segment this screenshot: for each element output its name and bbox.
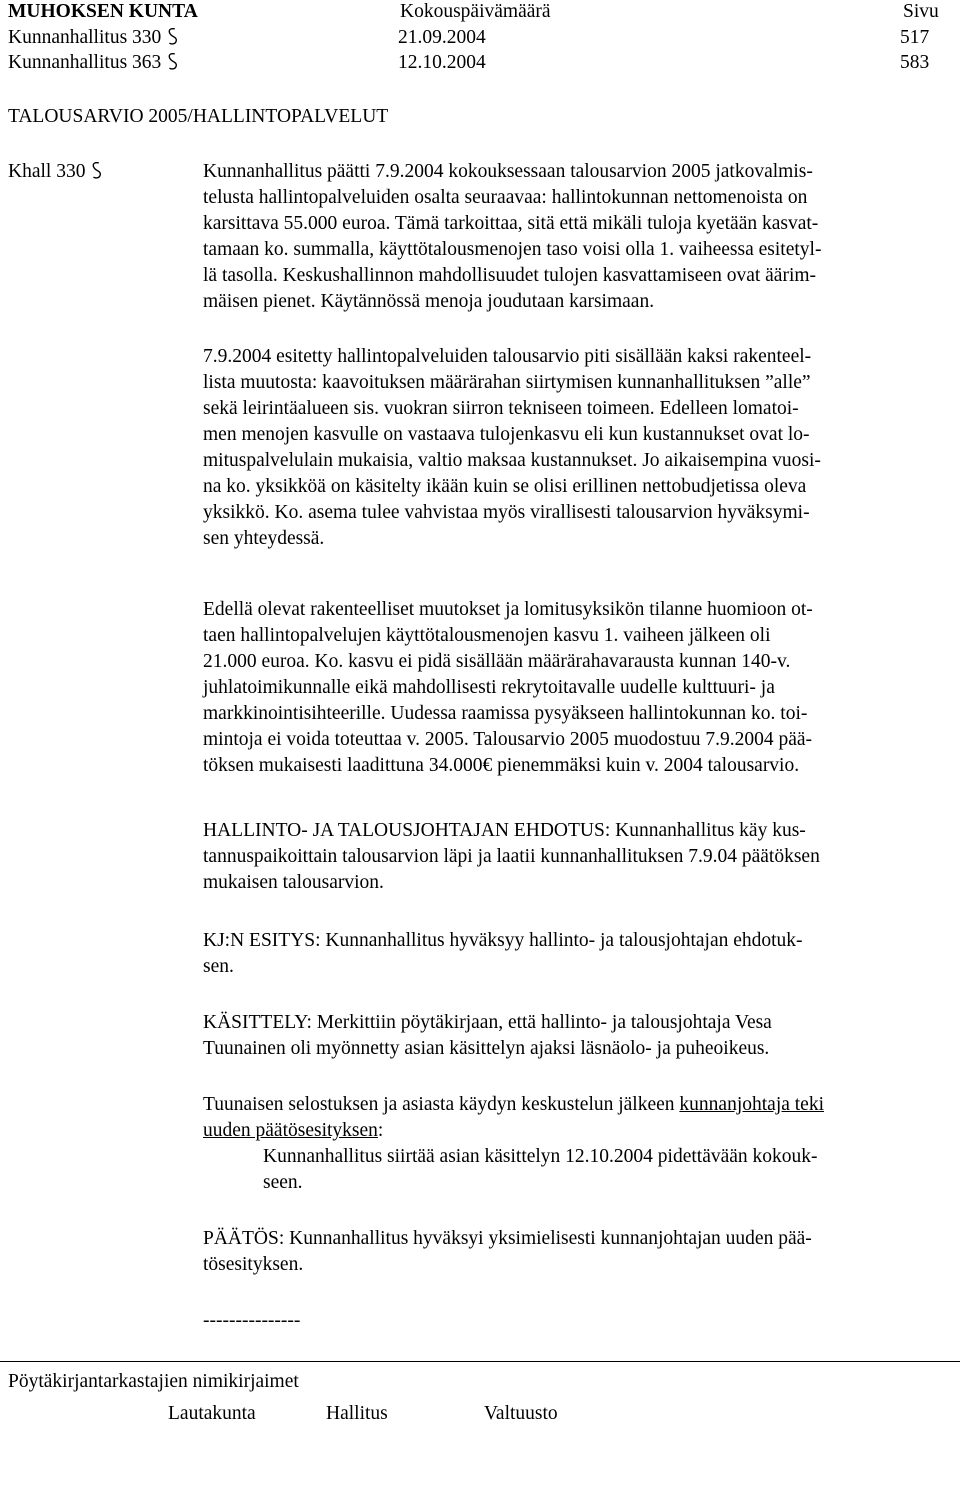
paragraph-line: men menojen kasvulle on vastaava tulojenkasvu eli kun kustannukset ovat lo- xyxy=(203,424,810,445)
reference-text: Khall 330 xyxy=(8,161,86,182)
section-sign-icon xyxy=(165,27,181,45)
paragraph-line: mintoja ei voida toteuttaa v. 2005. Talousarvio 2005 muodostuu 7.9.2004 pää- xyxy=(203,729,812,750)
paragraph-line: sekä leirintäalueen sis. vuokran siirron tekniseen toimeen. Edelleen lomatoi- xyxy=(203,398,799,419)
indented-line: Kunnanhallitus siirtää asian käsittelyn 12.10.2004 pidettävään kokouk- xyxy=(263,1146,818,1167)
paragraph-line: mäisen pienet. Käytännössä menoja joudutaan karsimaan. xyxy=(203,291,655,312)
paragraph-line xyxy=(203,1092,948,1118)
paragraph-line: Edellä olevat rakenteelliset muutokset ja lomitusyksikön tilanne huomioon ot- xyxy=(203,599,813,620)
paragraph-line: sen. xyxy=(203,956,234,977)
paragraph-3 xyxy=(203,597,948,779)
paragraph-line: taen hallintopalvelujen käyttötalousmenojen kasvu 1. vaiheen jälkeen oli xyxy=(203,625,771,646)
header-row-2-date: 12.10.2004 xyxy=(398,52,486,73)
paragraph-line: tannuspaikoittain talousarvion läpi ja laatii kunnanhallituksen 7.9.04 päätöksen xyxy=(203,846,820,867)
paragraph-line: KÄSITTELY: Merkittiin pöytäkirjaan, että hallinto- ja talousjohtaja Vesa xyxy=(203,1012,772,1033)
document-title: TALOUSARVIO 2005/HALLINTOPALVELUT xyxy=(8,106,389,127)
underlined-text: kunnanjohtaja teki xyxy=(679,1094,825,1115)
indented-line: seen. xyxy=(263,1172,303,1193)
colon-text: : xyxy=(377,1120,384,1141)
paragraph-5 xyxy=(203,928,948,980)
header-row-2-body xyxy=(8,51,181,75)
paragraph-8 xyxy=(203,1226,948,1278)
paragraph-line: mukaisen talousarvion. xyxy=(203,872,384,893)
paragraph-line: PÄÄTÖS: Kunnanhallitus hyväksyi yksimielisesti kunnanjohtajan uuden pää- xyxy=(203,1228,812,1249)
paragraph-line: juhlatoimikunnalle eikä mahdollisesti rekrytoitavalle uudelle kulttuuri- ja xyxy=(203,677,775,698)
paragraph-line: Kunnanhallitus päätti 7.9.2004 kokouksessaan talousarvion 2005 jatkovalmis- xyxy=(203,161,813,182)
section-sign-icon xyxy=(89,161,105,179)
paragraph-4 xyxy=(203,818,948,896)
paragraph-line: karsittava 55.000 euroa. Tämä tarkoittaa, sitä että mikäli tuloja kyetään kasvat- xyxy=(203,213,819,234)
paragraph-line: 21.000 euroa. Ko. kasvu ei pidä sisällään määrärahavarausta kunnan 140-v. xyxy=(203,651,791,672)
plain-text: Tuunaisen selostuksen ja asiasta käydyn keskustelun jälkeen xyxy=(203,1094,680,1115)
underlined-text: uuden päätösesityksen xyxy=(203,1120,378,1141)
paragraph-line: telusta hallintopalveluiden osalta seuraavaa: hallintokunnan nettomenoista on xyxy=(203,187,808,208)
page-column-label: Sivu xyxy=(903,1,939,22)
signature-footer xyxy=(0,1361,960,1496)
header-row-1-body-text: Kunnanhallitus 330 xyxy=(8,27,162,48)
paragraph-line: HALLINTO- JA TALOUSJOHTAJAN EHDOTUS: Kunnanhallitus käy kus- xyxy=(203,820,806,841)
paragraph-line: lista muutosta: kaavoituksen määrärahan siirtymisen kunnanhallituksen ”alle” xyxy=(203,372,811,393)
paragraph-line: na ko. yksikköä on käsitelty ikään kuin se olisi erillinen nettobudjetissa oleva xyxy=(203,476,807,497)
paragraph-line: tösesityksen. xyxy=(203,1254,304,1275)
municipality-name: MUHOKSEN KUNTA xyxy=(8,1,198,22)
header-row-1-body xyxy=(8,26,181,50)
paragraph-line: KJ:N ESITYS: Kunnanhallitus hyväksyy hallinto- ja talousjohtajan ehdotuk- xyxy=(203,930,803,951)
paragraph-1 xyxy=(203,159,948,315)
signature-box-valtuusto: Valtuusto xyxy=(484,1403,558,1424)
paragraph-line: 7.9.2004 esitetty hallintopalveluiden talousarvio piti sisällään kaksi rakenteel- xyxy=(203,346,812,367)
paragraph-line: yksikkö. Ko. asema tulee vahvistaa myös virallisesti talousarvion hyväksymi- xyxy=(203,502,810,523)
paragraph-6 xyxy=(203,1010,948,1062)
paragraph-line: töksen mukaisesti laadittuna 34.000€ pienemmäksi kuin v. 2004 talousarvio. xyxy=(203,755,800,776)
header-row-2-body-text: Kunnanhallitus 363 xyxy=(8,52,162,73)
paragraph-line: sen yhteydessä. xyxy=(203,528,325,549)
separator-dashes: --------------- xyxy=(203,1310,301,1331)
header-row-1-page: 517 xyxy=(900,27,930,48)
signature-box-lautakunta: Lautakunta xyxy=(168,1403,256,1424)
paragraph-7 xyxy=(203,1092,948,1196)
date-column-label: Kokouspäivämäärä xyxy=(400,1,551,22)
paragraph-2 xyxy=(203,344,948,552)
paragraph-line: markkinointisihteerille. Uudessa raamissa pysyäkseen hallintokunnan ko. toi- xyxy=(203,703,808,724)
header-row-2-page: 583 xyxy=(900,52,930,73)
paragraph-line: mituspalvelulain mukaisia, valtio maksaa kustannukset. Jo aikaisempina vuosi- xyxy=(203,450,821,471)
paragraph-line: lä tasolla. Keskushallinnon mahdollisuudet tulojen kasvattamiseen ovat äärim- xyxy=(203,265,817,286)
header-row-1-date: 21.09.2004 xyxy=(398,27,486,48)
reference xyxy=(8,159,105,185)
paragraph-line xyxy=(203,1118,948,1144)
paragraph-line: Tuunainen oli myönnetty asian käsittelyn ajaksi läsnäolo- ja puheoikeus. xyxy=(203,1038,770,1059)
section-sign-icon xyxy=(165,52,181,70)
signature-box-hallitus: Hallitus xyxy=(326,1403,388,1424)
paragraph-line: tamaan ko. summalla, käyttötalousmenojen taso voisi olla 1. vaiheessa esitetyl- xyxy=(203,239,822,260)
signatures-label: Pöytäkirjantarkastajien nimikirjaimet xyxy=(8,1371,299,1392)
